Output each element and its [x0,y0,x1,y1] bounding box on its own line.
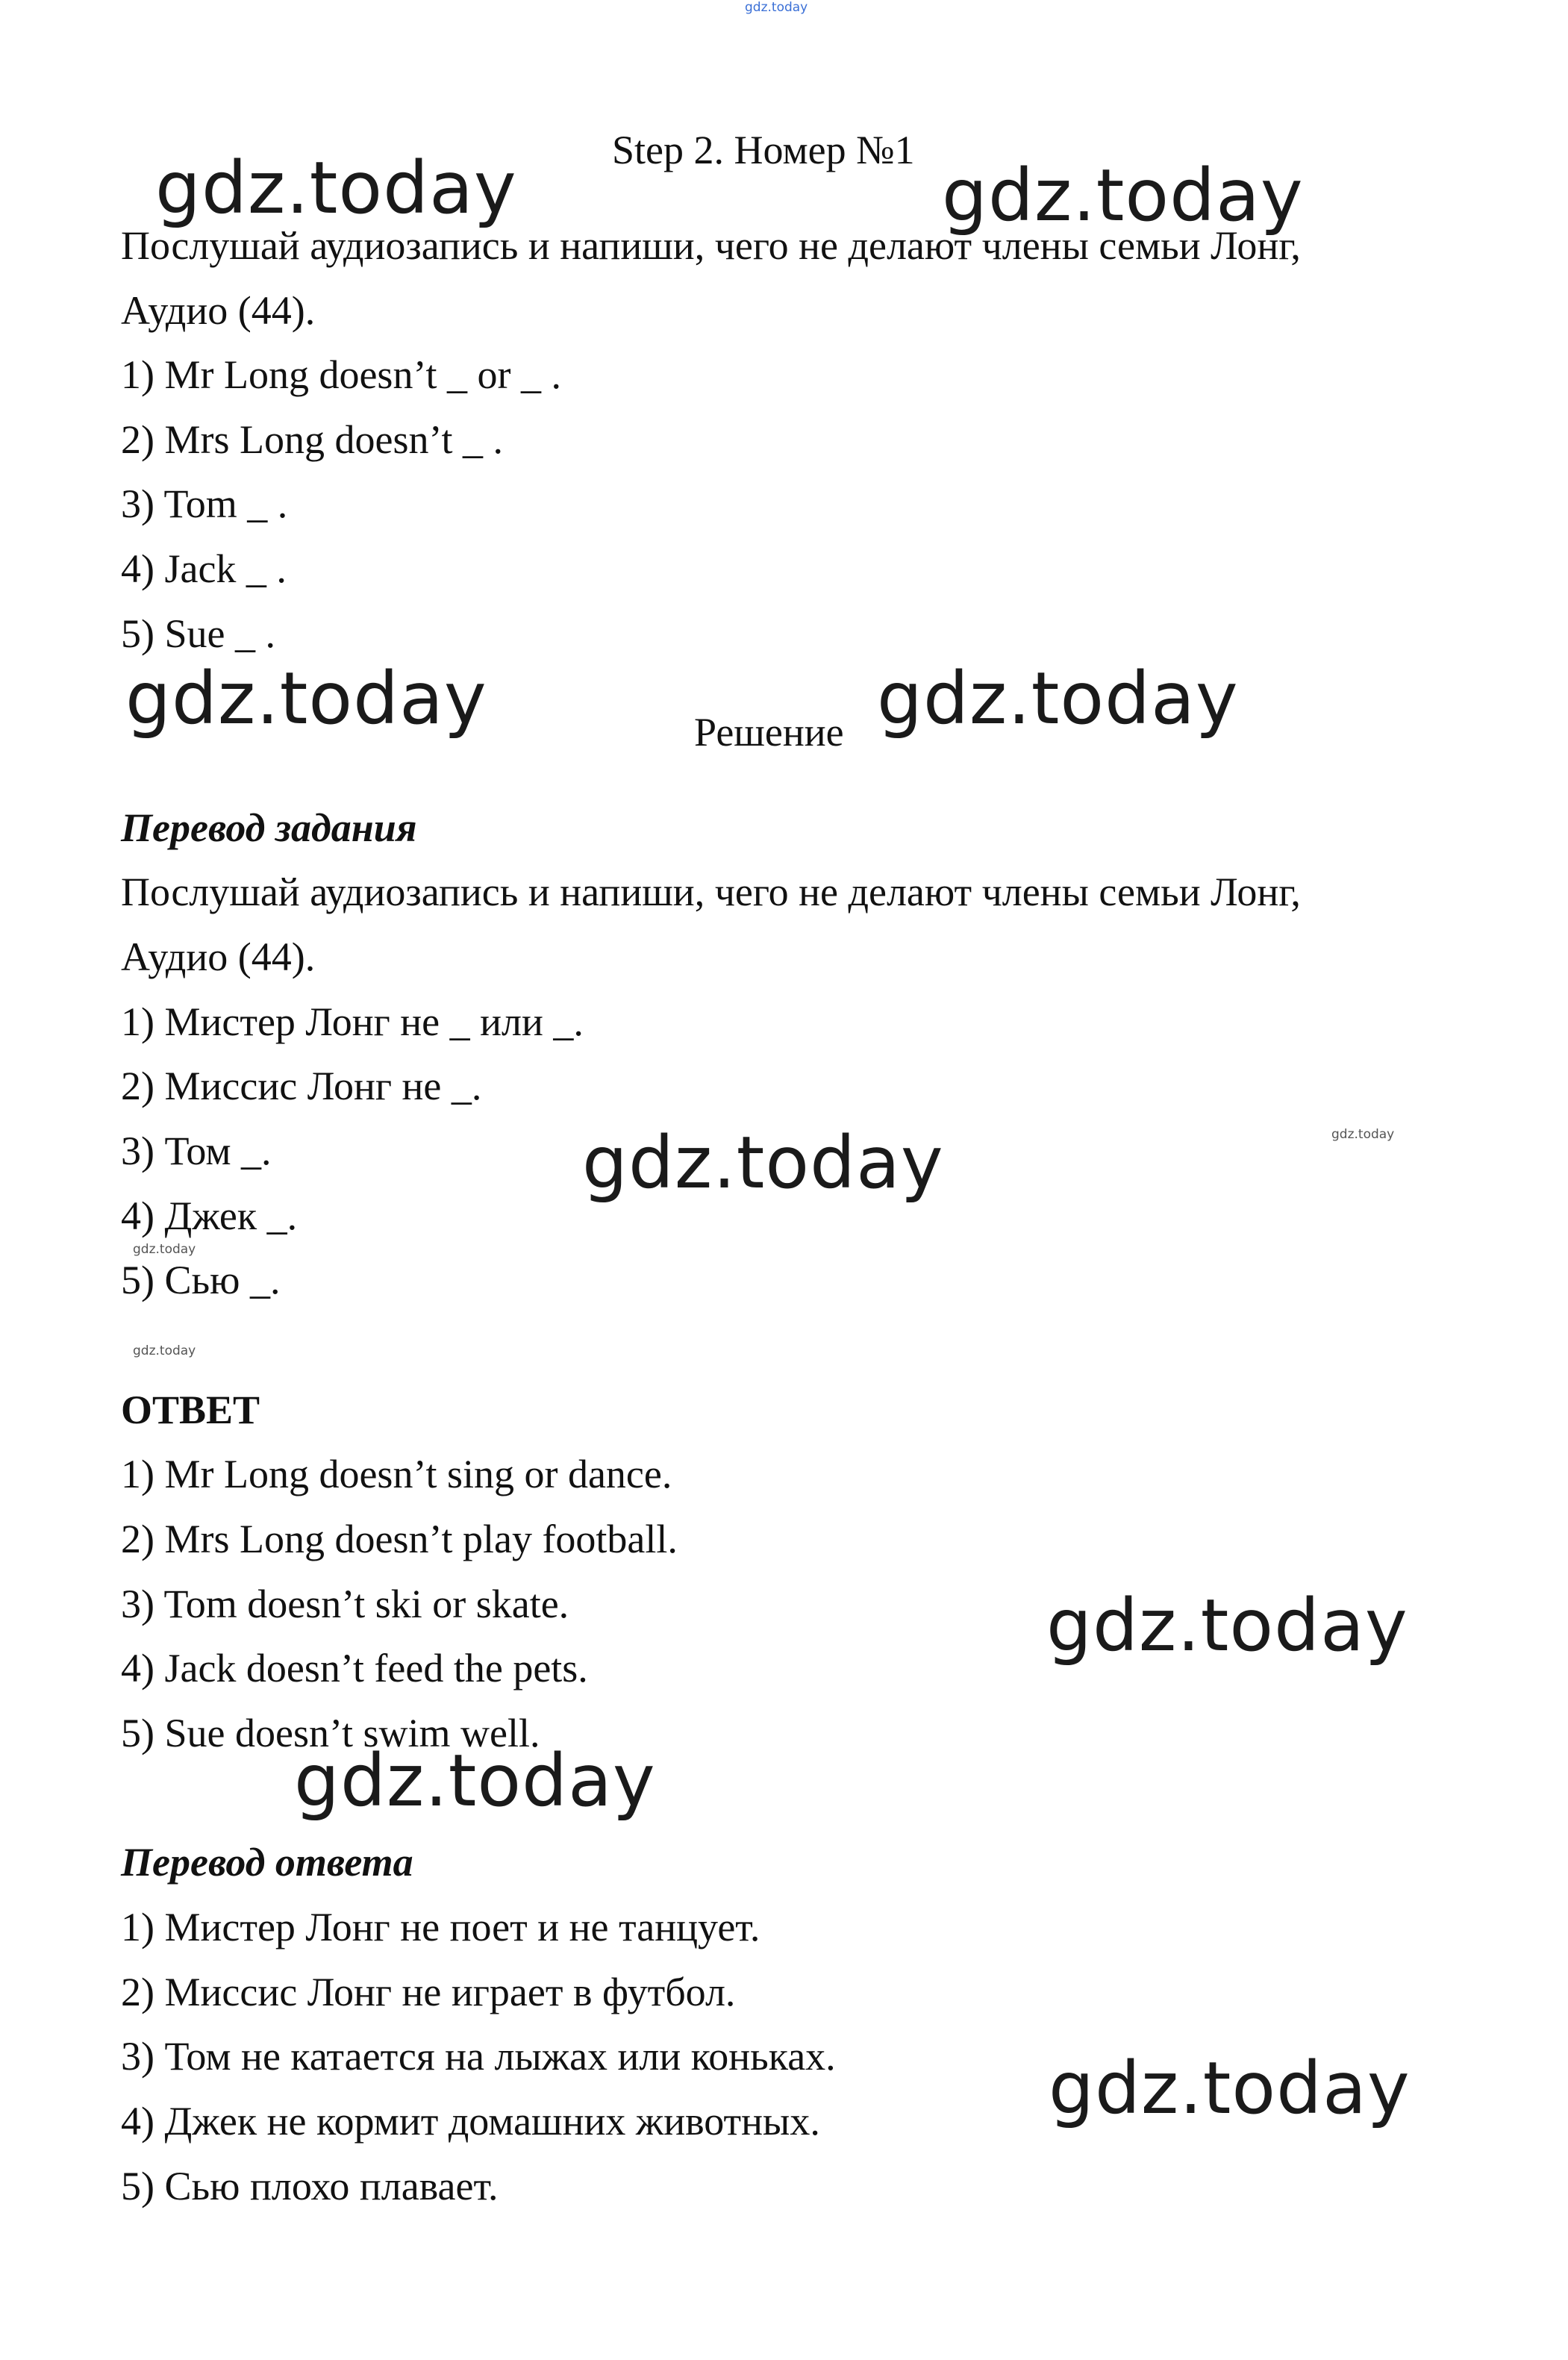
page-title: Step 2. Номер №1 [612,128,915,172]
task-translation-item-2: 2) Миссис Лонг не _. [121,1064,482,1108]
answer-translation-heading: Перевод ответа [121,1840,413,1885]
watermark-large: gdz.today [942,154,1304,237]
answer-translation-item-5: 5) Сью плохо плавает. [121,2164,499,2208]
task-item-3: 3) Tom _ . [121,481,288,526]
task-translation-item-1: 1) Мистер Лонг не _ или _. [121,999,584,1044]
task-item-4: 4) Jack _ . [121,546,287,591]
watermark-large: gdz.today [877,657,1239,740]
answer-item-3: 3) Tom doesn’t ski or skate. [121,1582,569,1626]
solution-label: Решение [694,710,844,755]
watermark-small: gdz.today [133,1343,196,1358]
watermark-large: gdz.today [1046,1584,1408,1667]
task-item-2: 2) Mrs Long doesn’t _ . [121,417,503,462]
answer-item-5: 5) Sue doesn’t swim well. [121,1711,540,1755]
task-instruction-line-1: Послушай аудиозапись и напиши, чего не делают члены семьи Лонг, [121,223,1301,268]
watermark-large: gdz.today [125,657,487,740]
task-translation-line-1: Послушай аудиозапись и напиши, чего не делают члены семьи Лонг, [121,870,1301,914]
answer-translation-item-1: 1) Мистер Лонг не поет и не танцует. [121,1905,760,1950]
task-translation-heading: Перевод задания [121,805,417,850]
task-translation-item-5: 5) Сью _. [121,1258,281,1302]
task-instruction-line-2: Аудио (44). [121,288,316,333]
watermark-large: gdz.today [294,1739,656,1823]
watermark-large: gdz.today [582,1121,944,1205]
task-translation-line-2: Аудио (44). [121,934,316,979]
watermark-small: gdz.today [1331,1127,1395,1142]
task-translation-item-4: 4) Джек _. [121,1193,298,1238]
answer-translation-item-3: 3) Том не катается на лыжах или коньках. [121,2034,836,2079]
answer-translation-item-2: 2) Миссис Лонг не играет в футбол. [121,1970,736,2014]
task-item-5: 5) Sue _ . [121,611,275,656]
answer-item-1: 1) Mr Long doesn’t sing or dance. [121,1452,672,1496]
top-watermark: gdz.today [745,0,808,15]
answer-item-4: 4) Jack doesn’t feed the pets. [121,1646,588,1691]
watermark-small: gdz.today [133,1242,196,1257]
task-translation-item-3: 3) Том _. [121,1129,272,1173]
watermark-large: gdz.today [1049,2047,1411,2130]
watermark-large: gdz.today [155,146,517,230]
task-item-1: 1) Mr Long doesn’t _ or _ . [121,352,561,397]
answer-heading: ОТВЕТ [121,1387,260,1432]
answer-item-2: 2) Mrs Long doesn’t play football. [121,1517,678,1561]
answer-translation-item-4: 4) Джек не кормит домашних животных. [121,2099,820,2144]
